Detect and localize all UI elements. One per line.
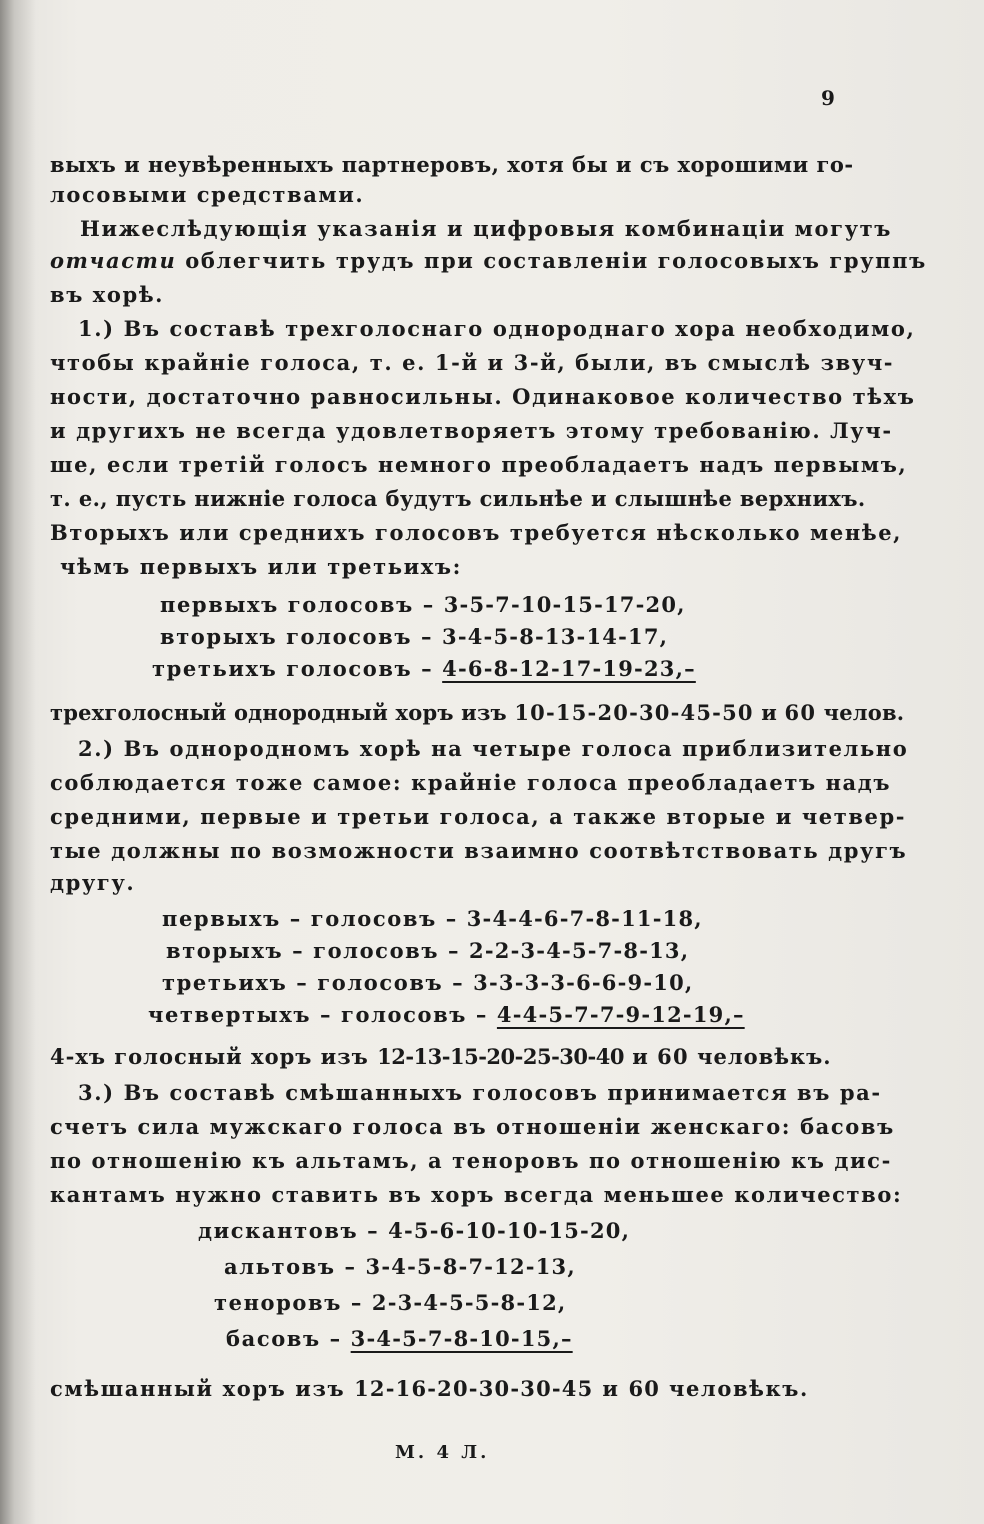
voice-label: первыхъ голосовъ — [160, 592, 414, 617]
text-line: тые должны по возможности взаимно соотвѣтствовать другъ — [50, 838, 908, 863]
voice-label: вторыхъ голосовъ — [160, 624, 413, 649]
page-number: 9 — [821, 86, 835, 110]
voice-label: четвертыхъ – голосовъ — [148, 1002, 467, 1027]
voice-row: вторыхъ – голосовъ – 2-2-3-4-5-7-8-13, — [166, 938, 690, 963]
text-line: чѣмъ первыхъ или третьихъ: — [60, 554, 462, 579]
text-line: Вторыхъ или среднихъ голосовъ требуется нѣсколько менѣе, — [50, 520, 903, 545]
text-line: кантамъ нужно ставить въ хоръ всегда меньшее количество: — [50, 1182, 903, 1207]
voice-label: первыхъ – голосовъ — [162, 906, 437, 931]
emphasis-word: отчасти — [50, 248, 177, 273]
voice-row: первыхъ голосовъ – 3-5-7-10-15-17-20, — [160, 592, 686, 617]
voice-row: басовъ – 3-4-5-7-8-10-15,– — [226, 1326, 573, 1351]
page-edge-shadow — [0, 0, 36, 1524]
voice-row: четвертыхъ – голосовъ – 4-4-5-7-7-9-12-19,– — [148, 1002, 745, 1027]
text-line: ности, достаточно равносильны. Одинаковое количество тѣхъ — [50, 384, 916, 409]
voice-label: вторыхъ – голосовъ — [166, 938, 440, 963]
voice-values: 4-4-5-7-7-9-12-19,– — [496, 1002, 745, 1027]
text-line: средними, первые и третьи голоса, а также вторые и четвер- — [50, 804, 907, 829]
text-line: въ хорѣ. — [50, 282, 165, 307]
text-line: 2.) Въ однородномъ хорѣ на четыре голоса приблизительно — [78, 736, 909, 761]
voice-label: басовъ — [226, 1326, 321, 1351]
voice-label: третьихъ голосовъ — [152, 656, 413, 681]
voice-row: теноровъ – 2-3-4-5-5-8-12, — [214, 1290, 567, 1315]
choir-total: смѣшанный хоръ изъ 12-16-20-30-30-45 и 60 человѣкъ. — [50, 1376, 809, 1401]
text-line: выхъ и неувѣренныхъ партнеровъ, хотя бы и съ хорошими го- — [50, 152, 854, 177]
signature-mark: М. 4 Л. — [395, 1442, 490, 1463]
text-line: отчасти облегчить трудъ при составленіи голосовыхъ группъ — [50, 248, 927, 273]
text-line: 3.) Въ составѣ смѣшанныхъ голосовъ принимается въ ра- — [78, 1080, 882, 1105]
text-line: Нижеслѣдующія указанія и цифровыя комбинаціи могутъ — [80, 216, 892, 241]
choir-total: 4-хъ голосный хоръ изъ 12-13-15-20-25-30-40 и 60 человѣкъ. — [50, 1044, 832, 1069]
voice-values: 3-4-5-7-8-10-15,– — [350, 1326, 573, 1351]
text-line: чтобы крайніе голоса, т. е. 1-й и 3-й, были, въ смыслѣ звуч- — [50, 350, 895, 375]
text-line: по отношенію къ альтамъ, а теноровъ по отношенію къ дис- — [50, 1148, 892, 1173]
voice-row: вторыхъ голосовъ – 3-4-5-8-13-14-17, — [160, 624, 669, 649]
text-line: ше, если третій голосъ немного преобладаетъ надъ первымъ, — [50, 452, 908, 477]
voice-label: теноровъ — [214, 1290, 342, 1315]
choir-total: трехголосный однородный хоръ изъ 10-15-20-30-45-50 и 60 челов. — [50, 700, 905, 725]
voice-row: первыхъ – голосовъ – 3-4-4-6-7-8-11-18, — [162, 906, 703, 931]
text-line: 1.) Въ составѣ трехголоснаго однороднаго хора необходимо, — [78, 316, 916, 341]
text-line: т. е., пусть нижніе голоса будутъ сильнѣе и слышнѣе верхнихъ. — [50, 486, 866, 511]
voice-label: альтовъ — [224, 1254, 336, 1279]
voice-row: третьихъ – голосовъ – 3-3-3-3-6-6-9-10, — [162, 970, 694, 995]
voice-values: 3-4-5-8-13-14-17, — [442, 624, 669, 649]
text-line: другу. — [50, 870, 136, 895]
text-line: соблюдается тоже самое: крайніе голоса преобладаетъ надъ — [50, 770, 892, 795]
voice-values: 3-5-7-10-15-17-20, — [443, 592, 686, 617]
voice-label: дискантовъ — [198, 1218, 359, 1243]
text-line: счетъ сила мужскаго голоса въ отношеніи женскаго: басовъ — [50, 1114, 895, 1139]
voice-values: 4-5-6-10-10-15-20, — [388, 1218, 631, 1243]
voice-values: 3-4-5-8-7-12-13, — [365, 1254, 576, 1279]
voice-row: третьихъ голосовъ – 4-6-8-12-17-19-23,– — [152, 656, 696, 681]
text-line: лосовыми средствами. — [50, 182, 365, 207]
voice-values: 2-3-4-5-5-8-12, — [371, 1290, 567, 1315]
text-line: и другихъ не всегда удовлетворяетъ этому требованію. Луч- — [50, 418, 893, 443]
voice-values: 3-3-3-3-6-6-9-10, — [473, 970, 694, 995]
voice-label: третьихъ – голосовъ — [162, 970, 444, 995]
voice-values: 4-6-8-12-17-19-23,– — [442, 656, 696, 681]
voice-row: альтовъ – 3-4-5-8-7-12-13, — [224, 1254, 576, 1279]
voice-values: 3-4-4-6-7-8-11-18, — [466, 906, 703, 931]
voice-row: дискантовъ – 4-5-6-10-10-15-20, — [198, 1218, 631, 1243]
voice-values: 2-2-3-4-5-7-8-13, — [469, 938, 690, 963]
